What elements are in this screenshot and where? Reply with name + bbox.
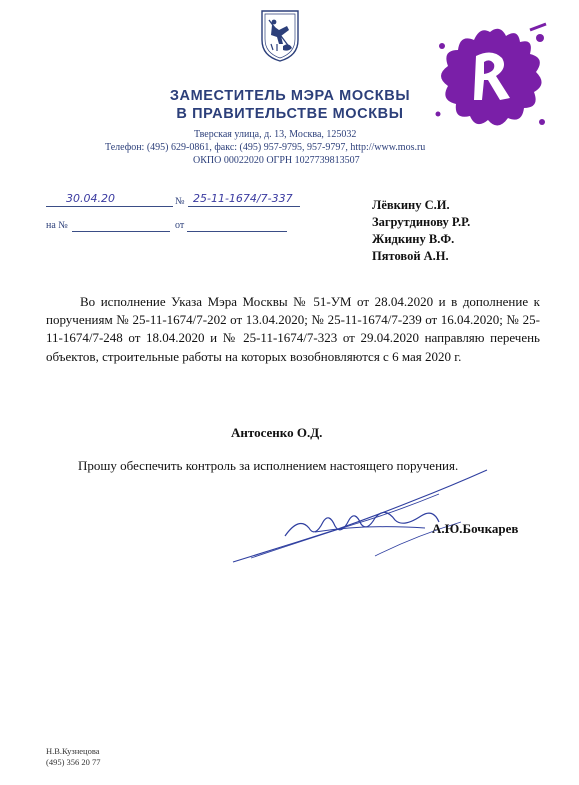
signer-name: А.Ю.Бочкарев [432,521,519,536]
addressee: Загрутдинову Р.Р. [372,215,471,229]
org-phone-fax: Телефон: (495) 629-0861, факс: (495) 957-9795, 957-9797, http://www.mos.ru [105,142,426,153]
org-title-line2: В ПРАВИТЕЛЬСТВЕ МОСКВЫ [176,106,404,122]
org-address: Тверская улица, д. 13, Москва, 125032 [194,129,357,140]
executor-name: Н.В.Кузнецова [46,746,100,756]
reg-number: 25-11-1674/7-337 [193,192,293,205]
reg-date: 30.04.20 [66,192,115,205]
moscow-coat-of-arms-icon [259,8,301,63]
body-paragraph: Во исполнение Указа Мэра Москвы № 51-УМ от 28.04.2020 и в дополнение к поручениям № 25-11-1674/7-202 от 13.04.2020; № 25-11-1674/7-239 от 16.04.2020; № 25-11-1674/7-248 от 18.04.2020 и № 25-11-1674/7-323 от 29.04.2020 направляю перечень объектов, строительные работы на которых возобновляются с 6 мая 2020 г. [46,294,540,364]
reply-to-line [72,231,170,232]
addressee-list [372,197,470,265]
reply-to-label: на № [46,220,68,231]
addressee: Пятовой А.Н. [372,249,449,263]
reg-number-sign: № [175,196,185,207]
reg-number-line [188,206,300,207]
request-text: Прошу обеспечить контроль за исполнением настоящего поручения. [78,458,459,473]
org-title-line1: ЗАМЕСТИТЕЛЬ МЭРА МОСКВЫ [169,88,411,104]
reply-from-label: от [175,220,185,231]
org-okpo-ogrn: ОКПО 00022020 ОГРН 1027739813507 [193,155,360,166]
letter-body [46,293,540,366]
purple-ink-stamp-icon [430,22,550,134]
reg-date-line [46,206,173,207]
addressee: Жидкину В.Ф. [372,232,455,246]
addressee: Лёвкину С.И. [372,198,450,212]
executor-phone: (495) 356 20 77 [46,757,101,767]
reply-from-line [187,231,287,232]
assignee: Антосенко О.Д. [231,425,323,440]
